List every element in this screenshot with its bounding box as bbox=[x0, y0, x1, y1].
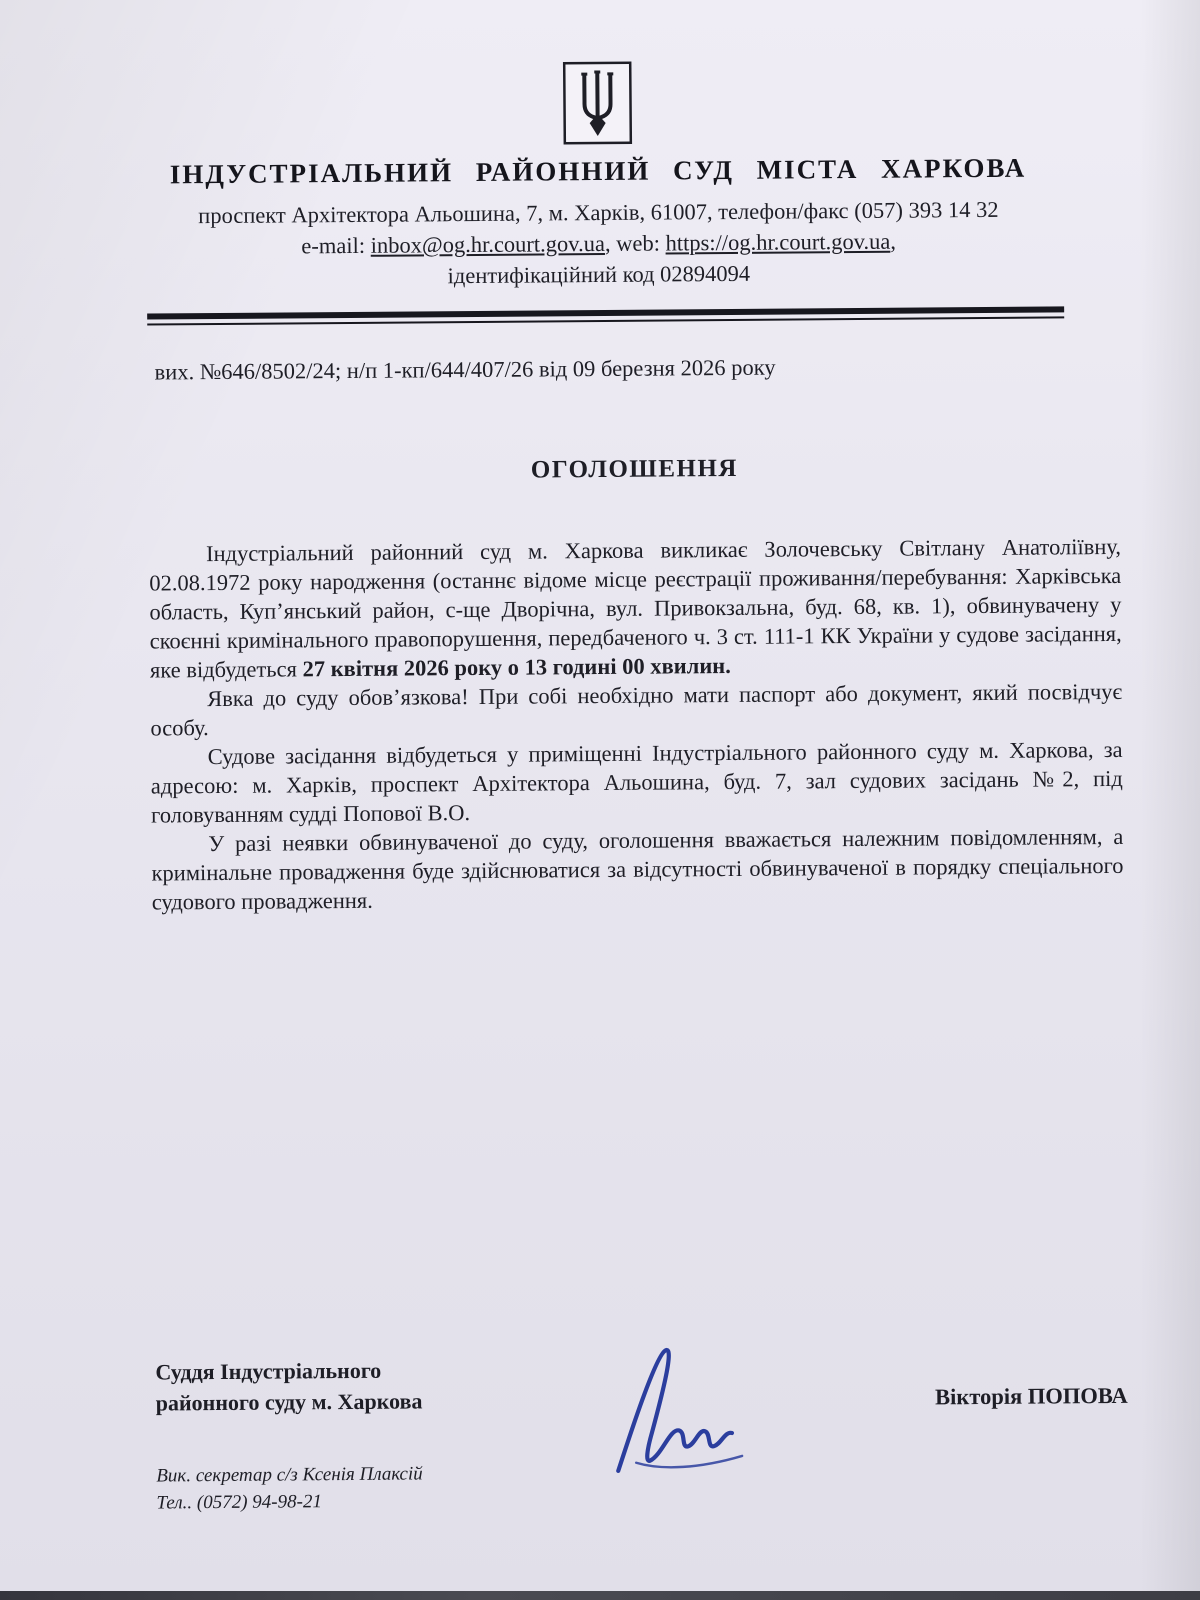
document-body bbox=[149, 532, 1124, 917]
judge-title-line1: Суддя Індустріального bbox=[155, 1357, 382, 1385]
address-line: проспект Архітектора Альошина, 7, м. Харків, 61007, телефон/факс (057) 393 14 32 bbox=[198, 196, 999, 229]
letterhead-divider bbox=[147, 306, 1064, 325]
clerk-phone-line: Тел.. (0572) 94-98-21 bbox=[156, 1491, 323, 1514]
judge-title-line2: районного суду м. Харкова bbox=[155, 1388, 423, 1416]
web-label: , web: bbox=[604, 230, 666, 256]
document-title: ОГОЛОШЕННЯ bbox=[530, 454, 739, 484]
paragraph-absence: У разі неявки обвинуваченої до суду, оголошення вважається належним повідомленням, а кримінальне провадження буде здійснюватися за відсутності обвинуваченої в порядку спеціального судового провадження. bbox=[151, 823, 1124, 915]
summons-text: Індустріальний районний суд м. Харкова викликає Золочевську Світлану Анатоліївну, 02.08.1972 року народження (останнє відоме місце реєстрації проживання/перебування: Харківська область, Куп’янський район, с-ще Дворічна, вул. Привокзальна, буд. 68, кв. 1), обвинувачену у скоєнні кримінального правопорушення, передбаченого ч. 3 ст. 111-1 КК України у судове засідання, яке відбудеться bbox=[149, 533, 1122, 683]
email-address: inbox@og.hr.court.gov.ua bbox=[370, 230, 605, 258]
signature-scribble-icon bbox=[591, 1334, 772, 1490]
email-label: e-mail: bbox=[301, 232, 371, 259]
judge-name: Вікторія ПОПОВА bbox=[934, 1382, 1128, 1410]
hearing-datetime: 27 квітня 2026 року о 13 годині 00 хвилин. bbox=[302, 652, 731, 682]
judge-title bbox=[155, 1354, 485, 1419]
ukraine-trident-emblem bbox=[561, 60, 634, 147]
id-code-line: ідентифікаційний код 02894094 bbox=[447, 260, 751, 289]
clerk-name-line: Вик. секретар с/з Ксенія Плаксій bbox=[156, 1463, 423, 1487]
scan-bottom-edge bbox=[0, 1591, 1200, 1600]
paragraph-summons bbox=[149, 532, 1122, 685]
reference-number-line: вих. №646/8502/24; н/п 1-кп/644/407/26 від 09 березня 2026 року bbox=[154, 354, 776, 385]
signature-left-column bbox=[155, 1354, 486, 1517]
letterhead bbox=[0, 0, 1199, 327]
paragraph-location: Судове засідання відбудеться у приміщенні Індустріального районного суду м. Харкова, за адресою: м. Харків, проспект Архітектора Альошина, буд. 7, зал судових засідань №2, під головуванням судді Попової В.О. bbox=[150, 736, 1123, 828]
web-address: https://og.hr.court.gov.ua bbox=[665, 228, 891, 256]
paragraph-attendance: Явка до суду обов’язкова! При собі необхідно мати паспорт або документ, який посвідчує особу. bbox=[150, 678, 1123, 741]
court-name: ІНДУСТРІАЛЬНИЙ РАЙОННИЙ СУД МІСТА ХАРКОВА bbox=[169, 152, 1027, 190]
signature-block bbox=[155, 1349, 1128, 1517]
judge-signature bbox=[485, 1351, 878, 1491]
contact-trailing-comma: , bbox=[890, 228, 897, 254]
clerk-info bbox=[156, 1460, 486, 1517]
